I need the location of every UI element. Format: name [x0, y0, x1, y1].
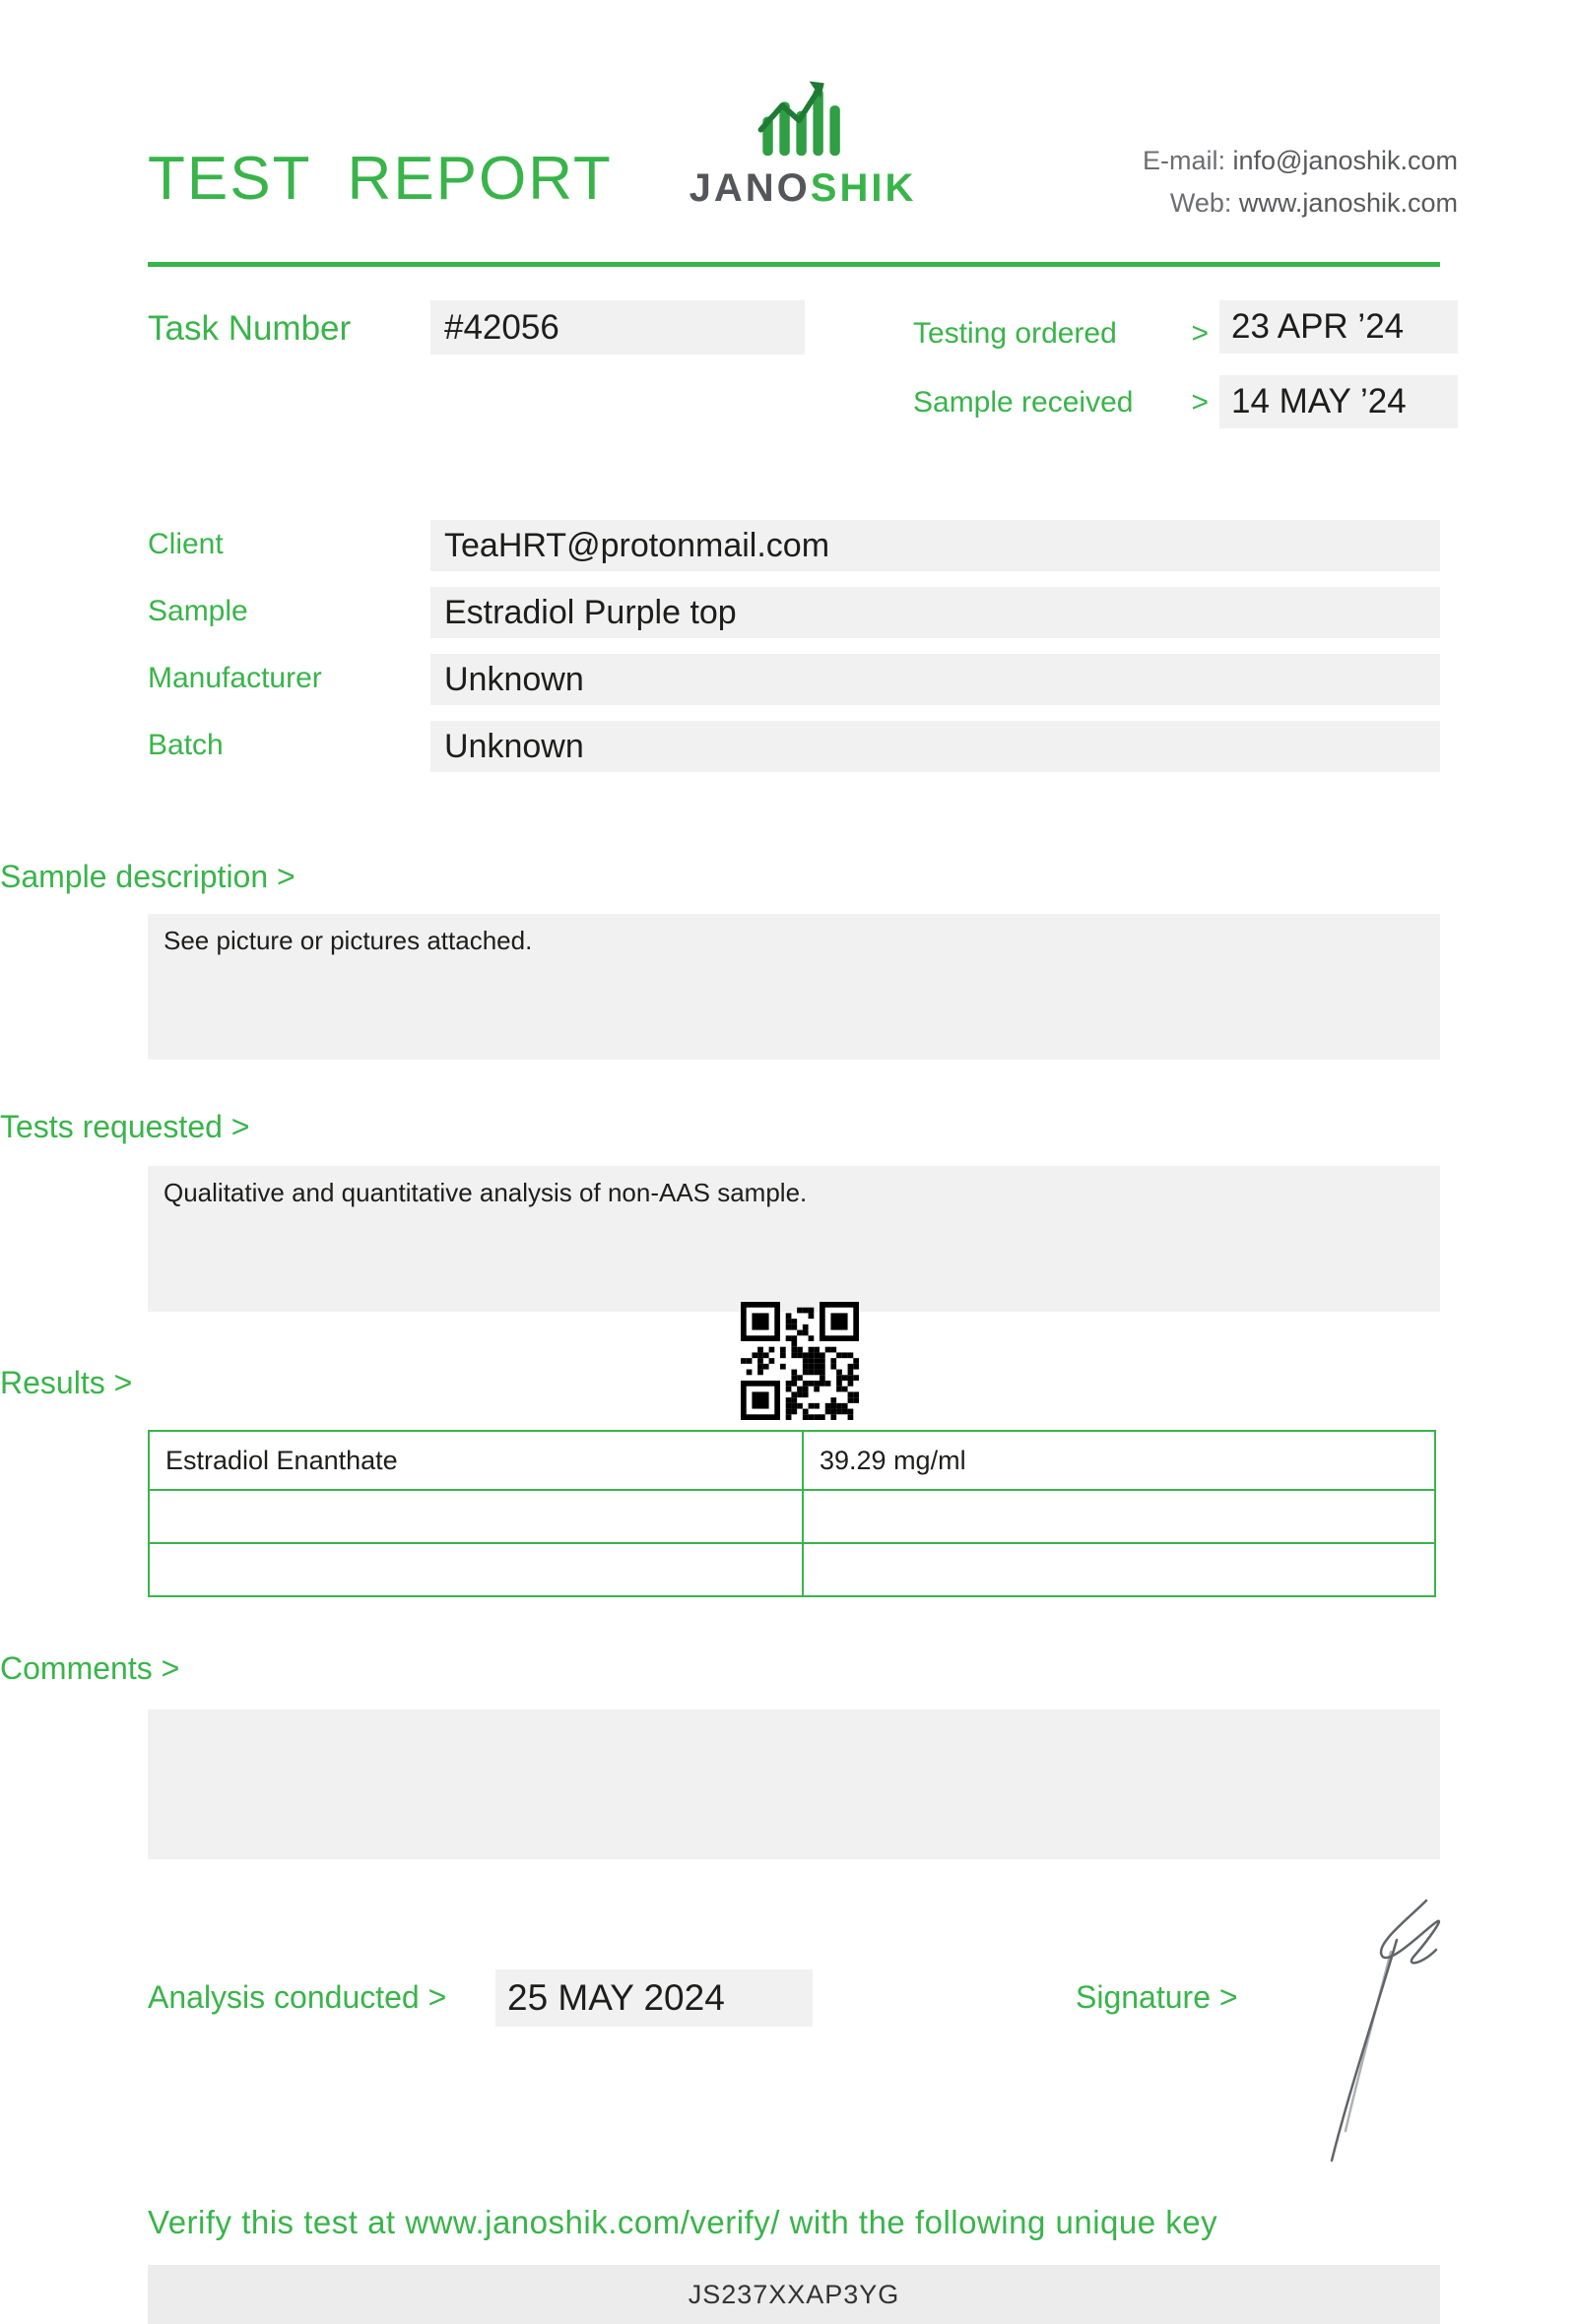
- contact-block: [985, 140, 1458, 225]
- verify-instruction: Verify this test at www.janoshik.com/verify/ with the following unique key: [148, 2204, 1218, 2240]
- comments-text: [148, 1710, 1440, 1733]
- client-field: [430, 520, 1440, 571]
- task-number-field: [430, 300, 805, 355]
- testing-ordered-label: Testing ordered >: [913, 317, 1209, 350]
- logo-shik: SHIK: [810, 166, 917, 210]
- verification-key-box: [148, 2265, 1440, 2324]
- email-label: E-mail:: [1142, 146, 1225, 175]
- tests-requested-box: [148, 1166, 1440, 1312]
- sample-description-box: [148, 914, 1440, 1060]
- bar-chart-logo-icon: [752, 149, 854, 165]
- logo-wordmark: [670, 166, 936, 211]
- comments-heading: Comments >: [0, 1650, 180, 1686]
- result-amount: [804, 1491, 1434, 1542]
- signature-label: Signature >: [1076, 1979, 1238, 2015]
- web-label: Web:: [1169, 188, 1232, 218]
- task-number-value: #42056: [444, 308, 559, 347]
- testing-ordered-field: [1219, 300, 1458, 354]
- qr-code-icon: [741, 1302, 859, 1420]
- verification-key: JS237XXAP3YG: [688, 2280, 900, 2309]
- logo-jano: JANO: [689, 166, 811, 210]
- sample-description-heading: Sample description >: [0, 859, 296, 894]
- comments-box: [148, 1710, 1440, 1859]
- result-substance: Estradiol Enanthate: [150, 1432, 804, 1489]
- task-number-label: Task Number: [148, 309, 352, 348]
- result-row: [150, 1542, 1434, 1595]
- manufacturer-label: Manufacturer: [148, 662, 322, 694]
- result-row: [150, 1432, 1434, 1489]
- batch-value: Unknown: [444, 728, 584, 765]
- result-row: [150, 1489, 1434, 1542]
- result-amount: 39.29 mg/ml: [820, 1445, 966, 1475]
- sample-received-field: [1219, 375, 1458, 428]
- client-label: Client: [148, 528, 224, 560]
- client-value: TeaHRT@protonmail.com: [444, 527, 830, 564]
- contact-email: [985, 140, 1458, 182]
- chevron-right-icon: >: [1191, 386, 1209, 419]
- contact-web: [985, 182, 1458, 225]
- signature-image: [1280, 1883, 1463, 2178]
- results-heading: Results >: [0, 1365, 133, 1400]
- sample-field: [430, 587, 1440, 638]
- web-value: www.janoshik.com: [1238, 188, 1458, 218]
- result-substance: [150, 1491, 804, 1542]
- sample-description-text: See picture or pictures attached.: [164, 926, 533, 955]
- results-table: [148, 1430, 1436, 1597]
- sample-value: Estradiol Purple top: [444, 594, 737, 631]
- tests-requested-text: Qualitative and quantitative analysis of non-AAS sample.: [164, 1178, 808, 1207]
- tests-requested-heading: Tests requested >: [0, 1109, 250, 1144]
- chevron-right-icon: >: [1191, 317, 1209, 350]
- header-divider: [148, 262, 1440, 267]
- manufacturer-value: Unknown: [444, 661, 584, 698]
- result-amount: [804, 1544, 1434, 1595]
- result-substance: [150, 1544, 804, 1595]
- analysis-conducted-label: Analysis conducted >: [148, 1979, 447, 2015]
- batch-field: [430, 721, 1440, 772]
- analysis-date-field: [495, 1969, 813, 2027]
- sample-received-label: Sample received >: [913, 386, 1209, 419]
- analysis-date-value: 25 MAY 2024: [507, 1977, 725, 2018]
- batch-label: Batch: [148, 729, 224, 761]
- email-value: info@janoshik.com: [1232, 146, 1458, 175]
- testing-ordered-value: 23 APR ’24: [1231, 307, 1405, 346]
- page-title: TEST REPORT: [148, 145, 613, 213]
- sample-label: Sample: [148, 595, 248, 627]
- sample-received-value: 14 MAY ’24: [1231, 382, 1407, 420]
- manufacturer-field: [430, 654, 1440, 705]
- janoshik-logo: [670, 71, 936, 211]
